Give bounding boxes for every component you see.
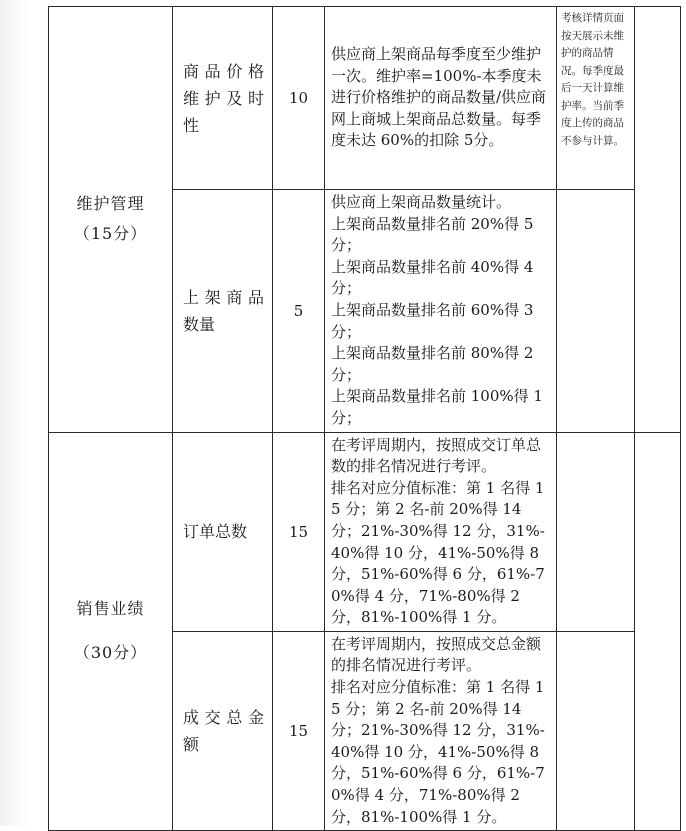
- category-title: 维护管理: [76, 194, 145, 214]
- description-line: 在考评周期内，按照成交订单总数的排名情况进行考评。: [331, 435, 542, 476]
- description-text: 供应商上架商品每季度至少维护一次。维护率=100%-本季度未进行价格维护的商品数量/供应商网上商城上架商品总数量。每季度未达 60%的扣除 5分。: [331, 45, 547, 150]
- note-cell-empty: [557, 190, 635, 433]
- note-cell: 考核详情页面按天展示未维护的商品情况。每季度最后一天计算维护率。当前季度上传的商品不参与计算。: [557, 7, 635, 190]
- table-row-price-maintenance: [49, 7, 681, 190]
- score-cell: 5: [273, 190, 325, 433]
- description-cell: [325, 190, 557, 433]
- category-sales: [49, 432, 173, 831]
- description-cell: [325, 432, 557, 631]
- table-row-order-total: [49, 432, 681, 631]
- description-line: 排名对应分值标准：第 1 名得 15 分；第 2 名-前 20%得 14 分；21%-30%得 12 分，31%-40%得 10 分，41%-50%得 8 分，51%-60%得 6 分，61%-70%得 4 分，71%-80%得 2 分，81%-100%得 1 分。: [331, 478, 545, 627]
- item-transaction-amount: [173, 631, 273, 830]
- description-line: 上架商品数量排名前 60%得 3 分；: [331, 300, 539, 341]
- description-line: 上架商品数量排名前 100%得 1 分；: [331, 387, 548, 427]
- category-title: 销售业绩: [76, 599, 145, 619]
- item-label-line: 上架商品: [183, 287, 264, 307]
- item-listing-count: [173, 190, 273, 433]
- score-cell: 15: [273, 432, 325, 631]
- item-order-total: [173, 432, 273, 631]
- description-cell: [325, 631, 557, 830]
- blank-cell: [635, 7, 681, 433]
- item-label-line: 商品价格: [183, 61, 264, 81]
- category-maintenance: [49, 7, 173, 433]
- blank-cell: [635, 432, 681, 831]
- note-cell-empty: [557, 631, 635, 830]
- assessment-table: [48, 6, 681, 831]
- item-label-line: 订单总数: [183, 522, 248, 542]
- item-label-line: 数量: [183, 314, 216, 334]
- category-points: （15分）: [73, 224, 148, 244]
- item-price-maintenance: [173, 7, 273, 190]
- item-label-line: 性: [183, 115, 200, 135]
- description-line: 排名对应分值标准：第 1 名得 15 分；第 2 名-前 20%得 14 分；21%-30%得 12 分，31%-40%得 10 分，41%-50%得 8 分，51%-60%得 6 分，61%-70%得 4 分，71%-80%得 2 分，81%-100%得 1 分。: [331, 678, 545, 826]
- note-cell-empty: [557, 432, 635, 631]
- item-label-line: 额: [183, 735, 200, 755]
- description-line: 在考评周期内，按照成交总金额的排名情况进行考评。: [331, 634, 542, 675]
- scan-margin-shadow: [0, 0, 30, 826]
- category-spacer: [49, 624, 172, 638]
- category-points: （30分）: [73, 643, 148, 663]
- score-cell: 15: [273, 631, 325, 830]
- item-label-line: 维护及时: [183, 88, 264, 108]
- description-line: 上架商品数量排名前 40%得 4 分；: [331, 257, 539, 298]
- description-line: 上架商品数量排名前 80%得 2 分；: [331, 344, 539, 384]
- description-line: 上架商品数量排名前 20%得 5 分；: [331, 214, 539, 255]
- score-cell: 10: [273, 7, 325, 190]
- item-label-line: 成交总金: [183, 708, 264, 728]
- description-cell: [325, 7, 557, 190]
- description-line: 供应商上架商品数量统计。: [331, 193, 512, 211]
